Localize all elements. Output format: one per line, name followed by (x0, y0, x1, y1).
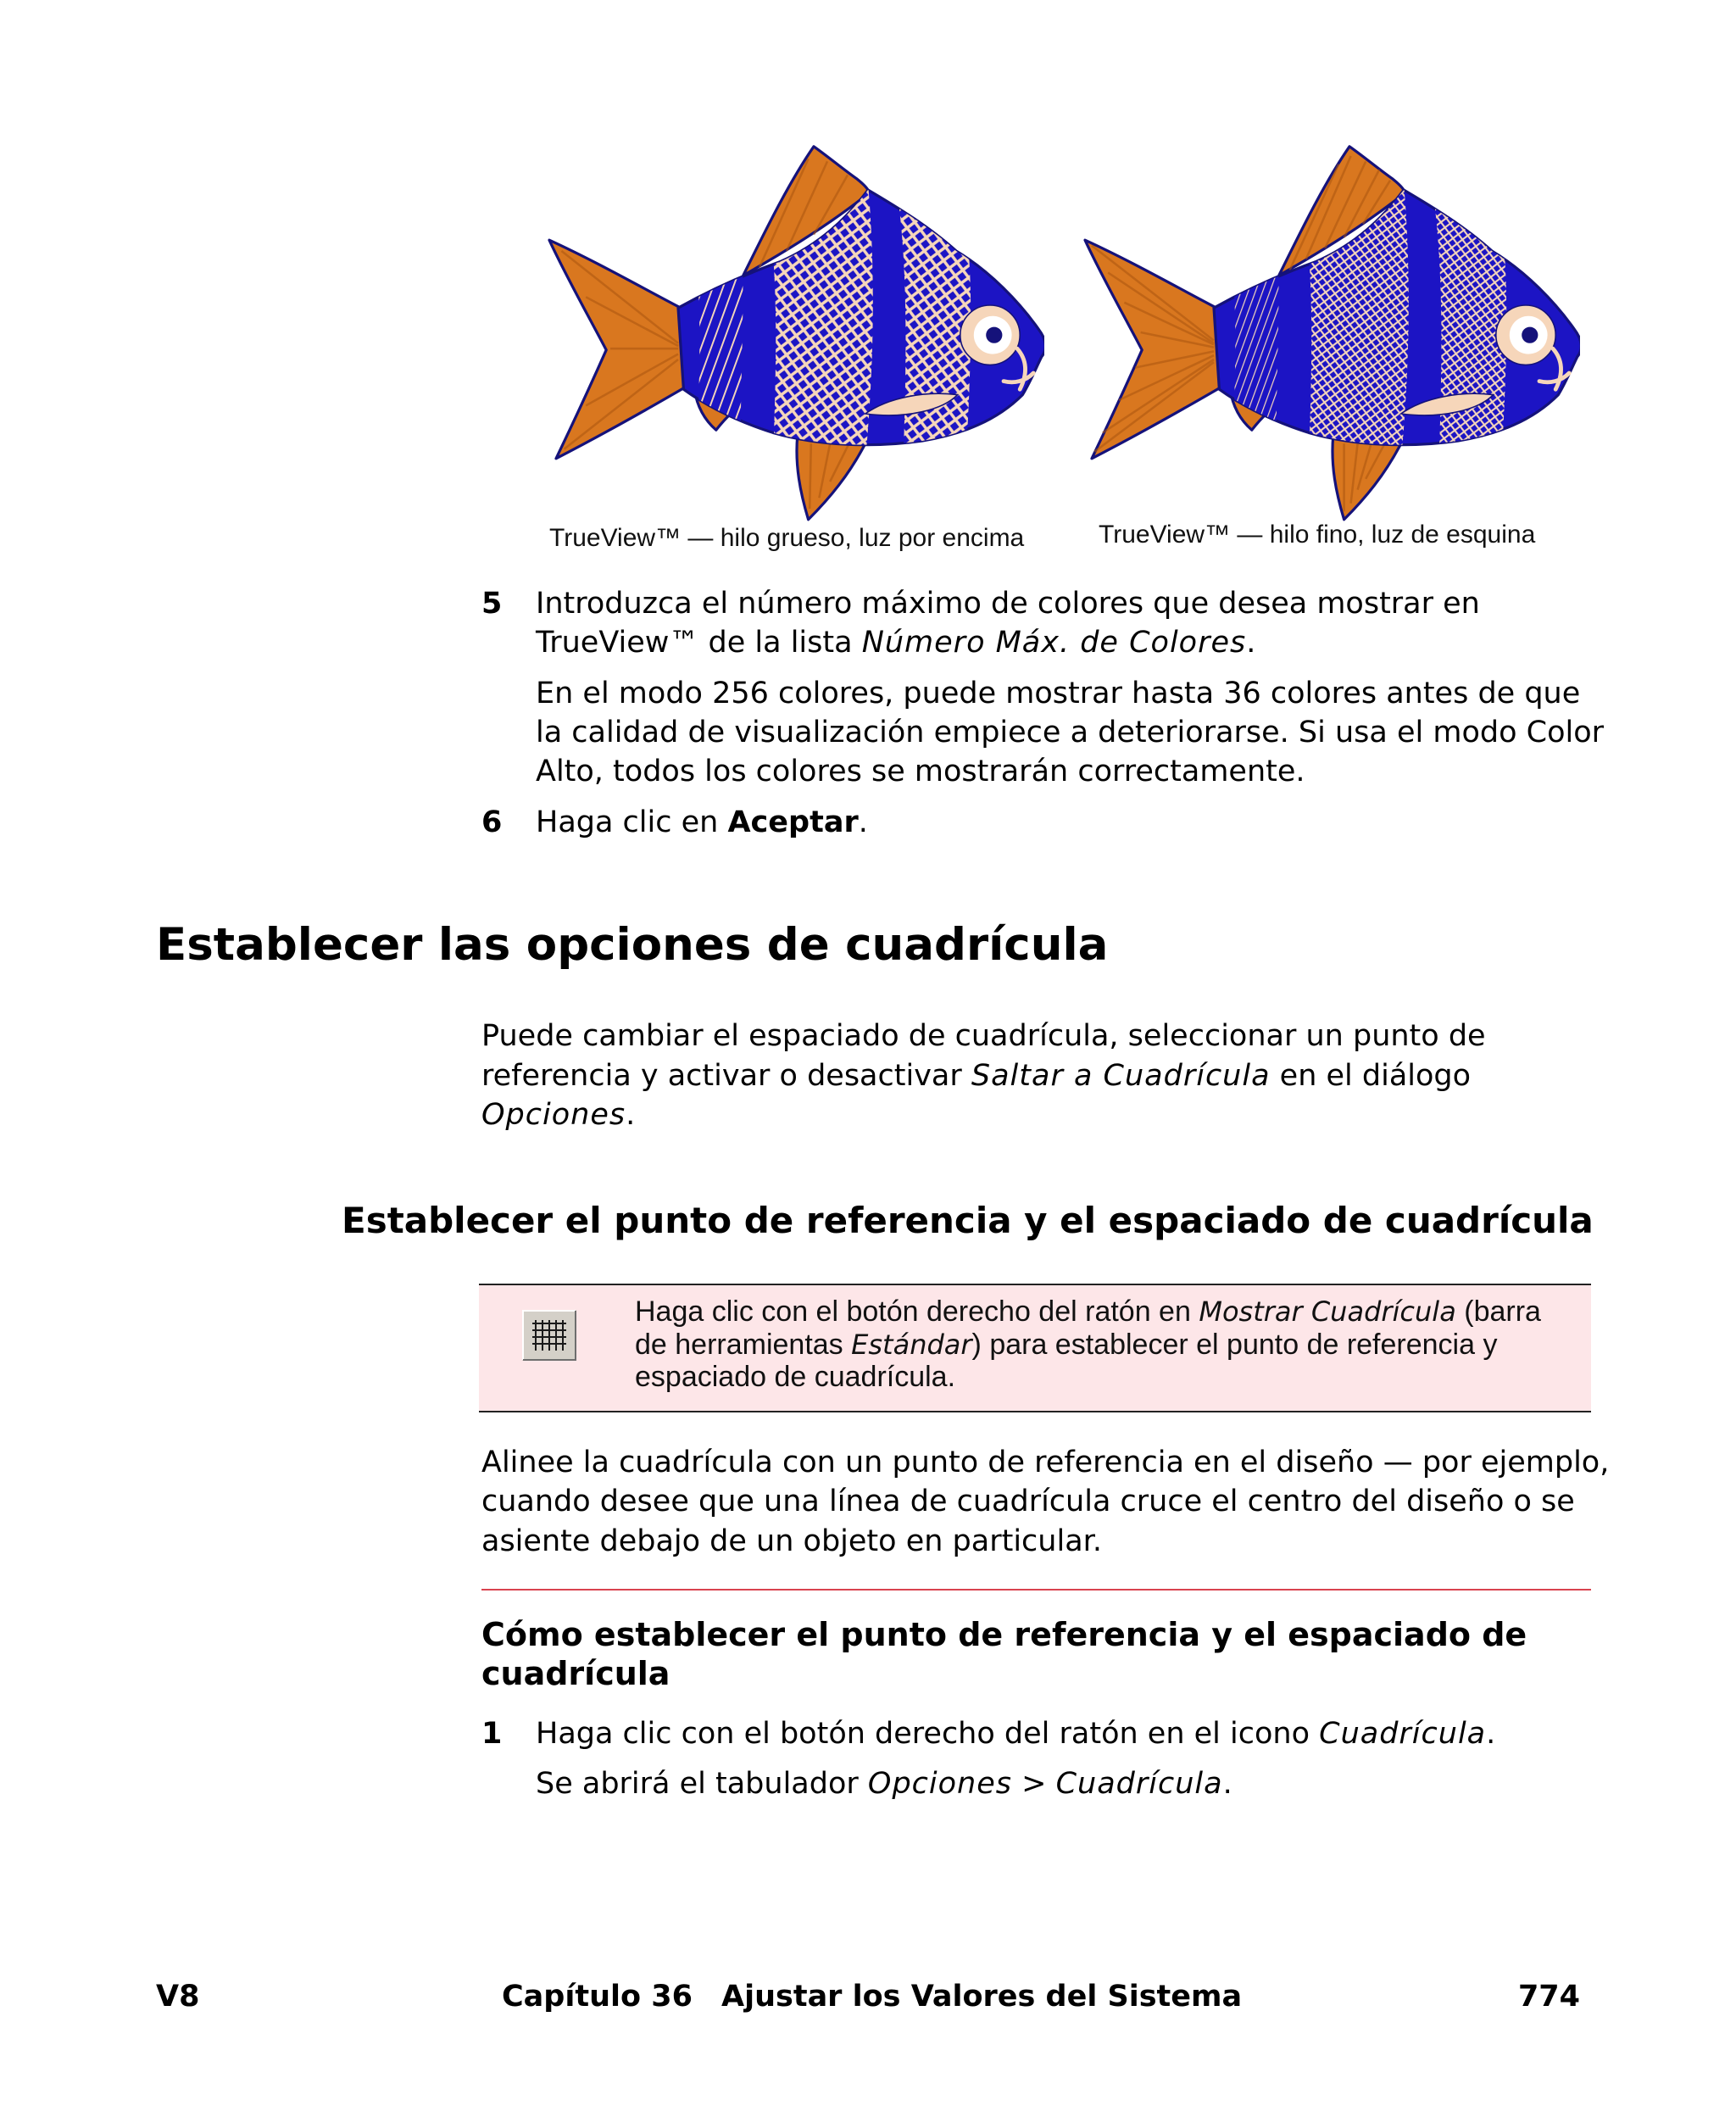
button-name: Aceptar (727, 805, 859, 839)
step-number: 6 (481, 805, 503, 839)
subsection-heading: Establecer el punto de referencia y el espaciado de cuadrícula (342, 1200, 1594, 1241)
footer-page-number: 774 (1517, 1980, 1580, 2014)
command-name: Mostrar Cuadrícula (1199, 1295, 1456, 1328)
text-run: en el diálogo (1270, 1059, 1472, 1093)
footer-version: V8 (156, 1980, 200, 2014)
text-run: (barra (1455, 1295, 1541, 1328)
step-text (536, 623, 1255, 662)
fish-eye (1496, 305, 1555, 365)
footer-chapter-title: Ajustar los Valores del Sistema (721, 1980, 1243, 2014)
procedure-heading: Cómo establecer el punto de referencia y el espaciado de (481, 1616, 1527, 1653)
intro-line: Puede cambiar el espaciado de cuadrícula, seleccionar un punto de (481, 1019, 1486, 1053)
tab-name: Cuadrícula (1055, 1767, 1223, 1801)
text-run: TrueView™ de la lista (536, 626, 862, 660)
text-run: de herramientas (635, 1329, 852, 1361)
text-run: ) para establecer el punto de referencia y (971, 1329, 1498, 1361)
body-line: Alinee la cuadrícula con un punto de referencia en el diseño — por ejemplo, (481, 1446, 1610, 1479)
text-run: . (1486, 1717, 1496, 1751)
step-text (536, 1714, 1495, 1753)
step-text: Introduzca el número máximo de colores que desea mostrar en (536, 587, 1480, 621)
fish-stripes (1227, 183, 1506, 461)
fish-illustration-thick-thread (542, 142, 1044, 522)
icon-name: Cuadrícula (1319, 1717, 1487, 1751)
dialog-name: Opciones (481, 1098, 626, 1132)
intro-line (481, 1095, 635, 1134)
text-run: Haga clic con el botón derecho del ratón en (635, 1295, 1199, 1328)
grid-icon (522, 1310, 576, 1361)
section-divider (481, 1589, 1591, 1591)
text-run: > (1012, 1767, 1056, 1801)
text-run: Se abrirá el tabulador (536, 1767, 868, 1801)
text-run: . (1246, 626, 1256, 660)
text-run: Haga clic en (536, 805, 728, 839)
step-result (536, 1764, 1232, 1803)
text-run: referencia y activar o desactivar (481, 1059, 971, 1093)
fish-illustration-fine-thread (1078, 142, 1580, 522)
text-run: . (858, 805, 868, 839)
tip-line (635, 1329, 1497, 1361)
step-number: 1 (481, 1717, 503, 1751)
step-number: 5 (481, 587, 503, 621)
body-line: asiente debajo de un objeto en particular. (481, 1524, 1102, 1558)
step-note-line: la calidad de visualización empiece a deteriorarse. Si usa el modo Color (536, 716, 1605, 749)
intro-line (481, 1056, 1471, 1095)
section-heading: Establecer las opciones de cuadrícula (156, 919, 1109, 971)
tip-line: espaciado de cuadrícula. (635, 1361, 956, 1393)
footer-chapter: Capítulo 36 (502, 1980, 693, 2014)
step-note-line: En el modo 256 colores, puede mostrar hasta 36 colores antes de que (536, 677, 1581, 710)
dialog-name: Opciones (867, 1767, 1012, 1801)
figure-caption-thick-thread: TrueView™ — hilo grueso, luz por encima (549, 524, 1025, 552)
field-name: Número Máx. de Colores (861, 626, 1247, 660)
fish-stripes (692, 183, 971, 461)
body-line: cuando desee que una línea de cuadrícula cruce el centro del diseño o se (481, 1485, 1575, 1518)
step-text (536, 803, 868, 842)
option-name: Saltar a Cuadrícula (971, 1059, 1271, 1093)
figure-caption-fine-thread: TrueView™ — hilo fino, luz de esquina (1099, 521, 1536, 549)
tip-line (635, 1295, 1541, 1328)
text-run: . (1222, 1767, 1232, 1801)
fish-tail (1085, 240, 1222, 459)
toolbar-name: Estándar (851, 1329, 972, 1361)
procedure-heading: cuadrícula (481, 1655, 670, 1692)
fish-eye (960, 305, 1020, 365)
text-run: Haga clic con el botón derecho del ratón en el icono (536, 1717, 1320, 1751)
step-note-line: Alto, todos los colores se mostrarán correctamente. (536, 755, 1305, 788)
text-run: . (626, 1098, 636, 1132)
